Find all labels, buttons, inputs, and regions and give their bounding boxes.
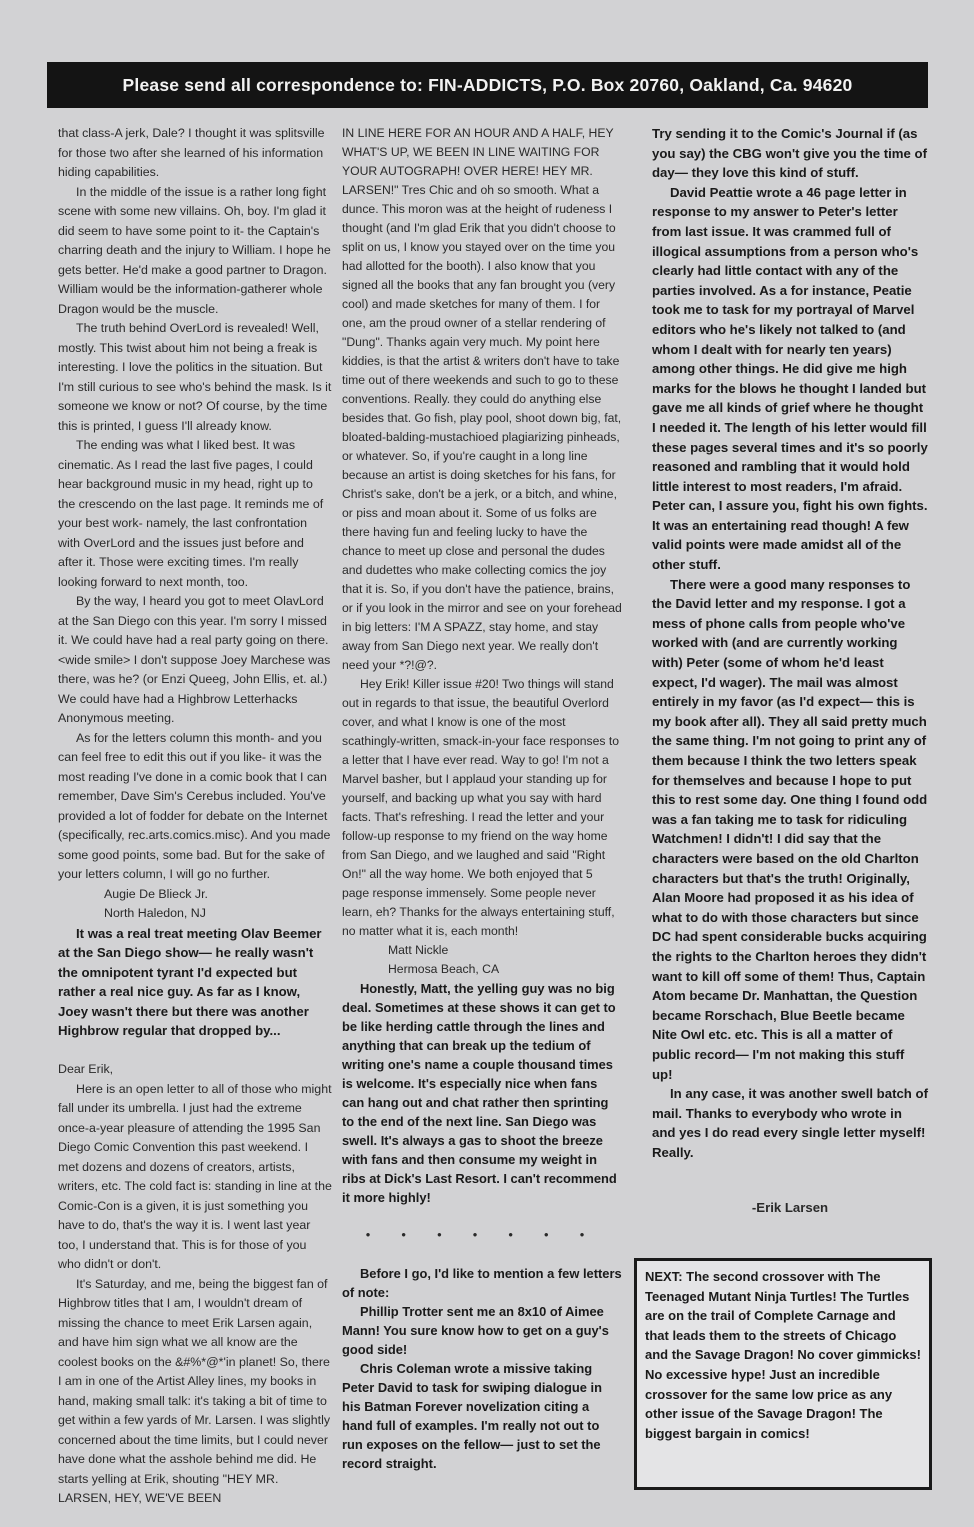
correspondence-address-banner: Please send all correspondence to: FIN-ADDICTS, P.O. Box 20760, Oakland, Ca. 94620 bbox=[47, 62, 928, 108]
letter-paragraph: The truth behind OverLord is revealed! Well, mostly. This twist about him not being a freak is interesting. I love the politics in the situation. But I'm still curious to see who's behind the mask. Is it someone we know or not? Of course, by the time this is printed, I guess I'll already know. bbox=[58, 321, 332, 433]
column-2 bbox=[342, 124, 622, 1473]
editor-note: In any case, it was another swell batch of mail. Thanks to everybody who wrote in and yes I do read every single letter myself! Really. bbox=[652, 1086, 928, 1160]
letter-paragraph: It's Saturday, and me, being the biggest fan of Highbrow titles that I am, I wouldn't dream of missing the chance to meet Erik Larsen again, and have him sign what we all know are the coolest books on the &#%*@*'in planet! So, there I am in one of the Artist Alley lines, my books in hand, making small talk: it's taking a bit of time to get within a few yards of Mr. Larsen. I was slightly concerned about the time limits, but I could never have done what the asshole behind me did. He starts yelling at Erik, shouting "HEY MR. LARSEN, HEY, WE'VE BEEN bbox=[58, 1276, 331, 1506]
letter-paragraph: that class-A jerk, Dale? I thought it was splitsville for those two after she learned of his information hiding capabilities. bbox=[58, 126, 325, 179]
section-divider: • • • • • • • bbox=[365, 1228, 599, 1242]
letter-signature-place: North Haledon, NJ bbox=[104, 906, 206, 920]
column-3 bbox=[652, 124, 928, 1218]
letter-signature-place: Hermosa Beach, CA bbox=[388, 962, 500, 976]
editor-note: Chris Coleman wrote a missive taking Peter David to task for swiping dialogue in his Batman Forever novelization citing a hand full of examples. I'm really not out to run exposes on the fellow— just to set the record straight. bbox=[342, 1361, 603, 1471]
letter-salutation: Dear Erik, bbox=[58, 1062, 114, 1077]
editor-note: Phillip Trotter sent me an 8x10 of Aimee Mann! You sure know how to get on a guy's good side! bbox=[342, 1304, 609, 1357]
next-issue-box: NEXT: The second crossover with The Teenaged Mutant Ninja Turtles! The Turtles are on the trail of Complete Carnage and that leads them to the streets of Chicago and the Savage Dragon! No cover gimmicks! No excessive hype! Just an incredible crossover for the same low price as any other issue of the Savage Dragon! The biggest bargain in comics! bbox=[634, 1258, 932, 1490]
letter-paragraph: As for the letters column this month- and you can feel free to edit this out if you like- it was the most reading I've done in a comic book that I can remember, Dave Sim's Cerebus included. You've provided a lot of fodder for debate on the Internet (specifically, rec.arts.comics.misc). And you made some good points, some bad. But for the sake of your letters column, I will go no further. bbox=[58, 730, 331, 881]
editor-signoff: -Erik Larsen bbox=[751, 1200, 829, 1216]
letter-paragraph: Here is an open letter to all of those who might fall under its umbrella. I just had the extreme once-a-year pleasure of attending the 1995 San Diego Comic Convention this past weekend. I met dozens and dozens of creators, artists, writers, etc. The cold fact is: standing in line at the Comic-Con is a given, it is just something you have to do, that's the way it is. I went last year too, I understand that. This is for those of you who didn't or don't. bbox=[58, 1081, 332, 1272]
letter-signature-name: Matt Nickle bbox=[388, 943, 449, 957]
letter-paragraph: IN LINE HERE FOR AN HOUR AND A HALF, HEY WHAT'S UP, WE BEEN IN LINE WAITING FOR YOUR AUTOGRAPH! OVER HERE! HEY MR. LARSEN!" Tres Chic and oh so smooth. What a dunce. This moron was at the height of rudeness I thought (and I'm glad Erik that you didn't choose to split on us, I know you stayed over on the time you had allotted for the booth). I also know that you signed all the books that any fan brought you (very cool) and made sketches for many of them. I for one, am the proud owner of a stellar rendering of "Dung". Thanks again very much. My point here kiddies, is that the artist & writers don't have to take time out of there weekends and such to go to these conventions. Really. they could do anything else besides that. Go fish, play pool, shoot down big, fat, bloated-balding-mustachioed plagiarizing pinheads, or whatever. So, if you're caught in a long line because an artist is doing sketches for his fans, for Christ's sake, don't be a jerk, or a bitch, and whine, or piss and moan about it. Some of us folks are there having fun and feeling lucky to have the chance to meet up close and personal the dudes and dudettes who make collecting comics the joy that it is. So, if you don't have the patience, brains, or if you look in the mirror and see on your forehead in big letters: I'M A SPAZZ, stay home, and stay away from San Diego next year. We really don't need your *?!@?. bbox=[342, 126, 622, 672]
letter-paragraph: Hey Erik! Killer issue #20! Two things will stand out in regards to that issue, the beautiful Overlord cover, and what I know is one of the most scathingly-written, smack-in-your face responses to a letter that I have ever read. Way to go! I'm not a Marvel basher, but I applaud your standing up for yourself, and backing up what you say with hard facts. That's refreshing. I read the letter and your follow-up response to my friend on the way home from San Diego, and we laughed and said "Right On!" all the way home. We both enjoyed that 5 page response immensely. Some people never learn, eh? Thanks for the always entertaining stuff, no matter what it is, each month! bbox=[342, 677, 620, 938]
editor-reply: It was a real treat meeting Olav Beemer at the San Diego show— he really wasn't the omnipotent tyrant I'd expected but rather a real nice guy. As far as I know, Joey wasn't there but there was another Highbrow regular that dropped by... bbox=[58, 925, 322, 1039]
editor-note: There were a good many responses to the David letter and my response. I got a mess of phone calls from people who've worked with (and are currently working with) Peter (some of whom he'd least expect, I'd wager). The mail was almost entirely in my favor (as I'd expect— this is my book after all). They all said pretty much the same thing. I'm not going to print any of them because I think the two letters speak for themselves and because I hope to put this to rest some day. One thing I found odd was a fan taking me to task for ridiculing Watchmen! I didn't! I did say that the characters were based on the old Charlton characters but that's the truth! Originally, Alan Moore had proposed it as his idea of what to do with those characters but since DC had spent considerable bucks acquiring the rights to the Charlton heroes they didn't want to kill off some of them! Thus, Captain Atom became Dr. Manhattan, the Question became Rorschach, Blue Beetle became Nite Owl etc. etc. This is all a matter of public record— I'm not making this stuff up! bbox=[652, 576, 928, 1082]
editor-note: Before I go, I'd like to mention a few letters of note: bbox=[342, 1266, 622, 1300]
letter-signature-name: Augie De Blieck Jr. bbox=[104, 886, 208, 901]
editor-note: Try sending it to the Comic's Journal if (as you say) the CBG won't give you the time of day— they love this kind of stuff. bbox=[652, 126, 927, 181]
column-1 bbox=[58, 124, 332, 1509]
letter-paragraph: By the way, I heard you got to meet OlavLord at the San Diego con this year. I'm sorry I missed it. We could have had a real party going on there. <wide smile> I don't suppose Joey Marchese was there, was he? (or Enzi Queeg, John Ellis, et. al.) We could have had a Highbrow Letterhacks Anonymous meeting. bbox=[58, 594, 331, 725]
letter-paragraph: In the middle of the issue is a rather long fight scene with some new villains. Oh, boy. I'm glad it did seem to have some point to it- the Captain's charring death and the injury to William. I hope he gets better. He'd make a good partner to Dragon. William would be the information-gatherer whole Dragon would be the muscle. bbox=[58, 184, 331, 316]
editor-note: David Peattie wrote a 46 page letter in response to my answer to Peter's letter from last issue. It was crammed full of illogical assumptions from a person who's clearly had little contact with any of the parties involved. As a for instance, Peatie took me to task for my portrayal of Marvel editors who he's likely not talked to (and whom I dealt with for nearly ten years) among other things. He did give me high marks for the blows he thought I landed but gave me all kinds of grief where he thought I needed it. The length of his letter would fill these pages several times and it's so poorly reasoned and rambling that it would hold little interest to most readers, I'm afraid. Peter can, I assure you, fight his own fights. It was an entertaining read though! A few valid points were made amidst all of the other stuff. bbox=[652, 184, 928, 573]
letter-paragraph: The ending was what I liked best. It was cinematic. As I read the last five pages, I could hear background music in my head, right up to the crescendo on the last page. It reminds me of your best work- namely, the last confrontation with OverLord and the issues just before and after it. Those were exciting times. I'm really looking forward to next month, too. bbox=[58, 438, 324, 589]
editor-reply: Honestly, Matt, the yelling guy was no big deal. Sometimes at these shows it can get to be like herding cattle through the lines and anything that can break up the tedium of writing one's name a couple thousand times is welcome. It's especially nice when fans can hang out and chat rather then sprinting to the end of the next line. San Diego was swell. It's always a gas to shoot the breeze with fans and then consume my weight in ribs at Dick's Last Resort. I can't recommend it more highly! bbox=[342, 981, 617, 1205]
